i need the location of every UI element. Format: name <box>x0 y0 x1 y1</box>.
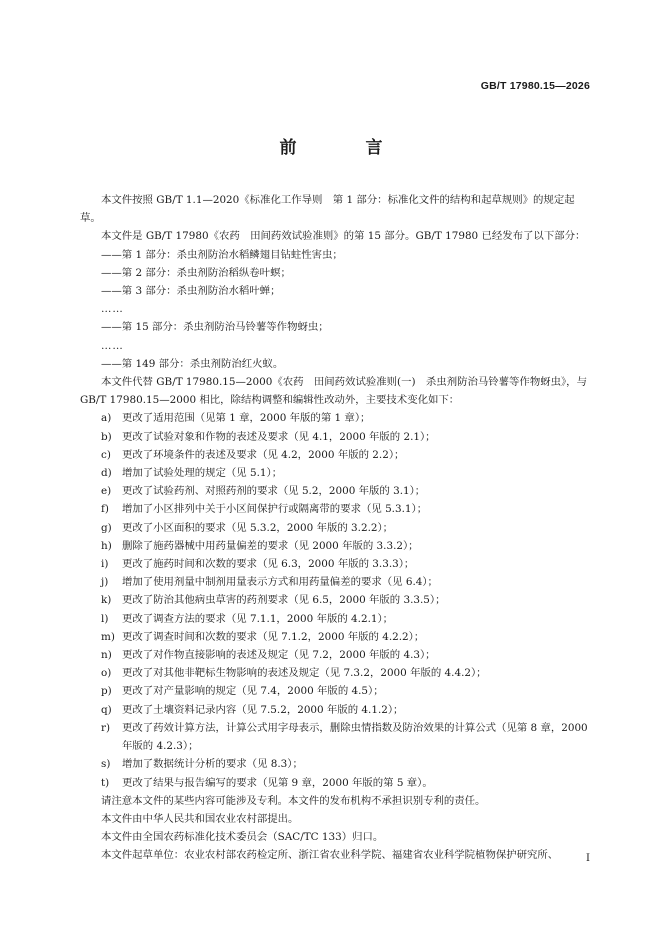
list-item-label: r) <box>101 721 111 734</box>
standard-code: GB/T 17980.15—2026 <box>480 80 590 92</box>
list-item-label: g) <box>101 521 112 534</box>
page-number: Ⅰ <box>586 853 590 864</box>
list-item-label: o) <box>101 667 112 680</box>
list-item <box>80 610 590 628</box>
list-item-text: 更改了对产量影响的规定（见 7.4，2000 年版的 4.5）； <box>122 685 384 698</box>
list-item-label: j) <box>101 576 109 589</box>
list-item: ——第 1 部分：杀虫剂防治水稻鳞翅目钻蛀性害虫； <box>101 248 343 261</box>
list-item <box>80 701 590 719</box>
list-item-text: 更改了防治其他病虫草害的药剂要求（见 6.5，2000 年版的 3.3.5）； <box>122 594 446 607</box>
list-item-text: 更改了结果与报告编写的要求（见第 9 章，2000 年版的第 5 章）。 <box>122 776 433 789</box>
changes-list <box>80 409 590 791</box>
list-item-text: 更改了调查时间和次数的要求（见 7.1.2，2000 年版的 4.2.2）； <box>122 630 425 643</box>
list-item-label: m) <box>101 630 115 643</box>
list-ellipsis: …… <box>101 339 124 352</box>
list-item-text: 更改了试验对象和作物的表述及要求（见 4.1，2000 年版的 2.1）； <box>122 430 436 443</box>
list-item-text: 更改了环境条件的表述及要求（见 4.2，2000 年版的 2.2）； <box>122 448 405 461</box>
list-item: ——第 149 部分：杀虫剂防治红火蚁。 <box>101 357 284 370</box>
list-item-text: 增加了小区排列中关于小区间保护行或隔离带的要求（见 5.3.1）； <box>122 503 428 516</box>
list-item-text: 增加了数据统计分析的要求（见 8.3）； <box>122 758 303 771</box>
list-item <box>80 682 590 700</box>
paragraph: 本文件是 GB/T 17980《农药 田间药效试验准则》的第 15 部分。GB/T 17980 已经发布了以下部分： <box>101 230 586 243</box>
page-title: 前 言 <box>279 138 409 158</box>
list-item-label: q) <box>101 703 112 716</box>
list-item <box>80 555 590 573</box>
list-item <box>80 628 590 646</box>
list-item <box>80 664 590 682</box>
list-item-text: 更改了土壤资料记录内容（见 7.5.2，2000 年版的 4.1.2）； <box>122 703 404 716</box>
list-item-text: 更改了对其他非靶标生物影响的表述及规定（见 7.3.2，2000 年版的 4.4.2）； <box>122 667 487 680</box>
list-item <box>80 500 590 518</box>
list-item-label: b) <box>101 430 112 443</box>
paragraph: 本文件代替 GB/T 17980.15—2000《农药 田间药效试验准则(一) 杀虫剂防治马铃薯等作物蚜虫》，与 GB/T 17980.15—2000 相比，除结构调整和编辑性改动外，主要技术变化如下： <box>80 376 587 407</box>
list-item: ——第 3 部分：杀虫剂防治水稻叶蝉； <box>101 285 281 298</box>
list-ellipsis: …… <box>101 303 124 316</box>
list-item-label: i) <box>101 558 109 571</box>
list-item-label: t) <box>101 776 110 789</box>
list-item-label: d) <box>101 467 112 480</box>
list-item <box>80 719 590 755</box>
list-item-label: s) <box>101 758 111 771</box>
list-item-text: 更改了施药时间和次数的要求（见 6.3，2000 年版的 3.3.3）； <box>122 558 415 571</box>
list-item-text: 更改了对作物直接影响的表述及规定（见 7.2，2000 年版的 4.3）； <box>122 649 436 662</box>
list-item: ——第 2 部分：杀虫剂防治稻纵卷叶螟； <box>101 266 291 279</box>
list-item: ——第 15 部分：杀虫剂防治马铃薯等作物蚜虫； <box>101 321 329 334</box>
document-body <box>80 191 590 865</box>
paragraph: 本文件由全国农药标准化技术委员会（SAC/TC 133）归口。 <box>101 831 384 844</box>
list-item-label: n) <box>101 649 112 662</box>
list-item <box>80 591 590 609</box>
list-item <box>80 428 590 446</box>
list-item-text: 增加了试验处理的规定（见 5.1）； <box>122 467 283 480</box>
list-item-label: h) <box>101 539 112 552</box>
list-item <box>80 519 590 537</box>
paragraph: 本文件起草单位：农业农村部农药检定所、浙江省农业科学院、福建省农业科学院植物保护研究所、 <box>101 849 559 862</box>
list-item-text: 删除了施药器械中用药量偏差的要求（见 2000 年版的 3.3.2）； <box>122 539 419 552</box>
list-item-label: l) <box>101 612 109 625</box>
list-item-text: 增加了使用剂量中制剂用量表示方式和用药量偏差的要求（见 6.4）； <box>122 576 438 589</box>
list-item <box>80 464 590 482</box>
list-item-text: 更改了调查方法的要求（见 7.1.1，2000 年版的 4.2.1）； <box>122 612 394 625</box>
list-item <box>80 446 590 464</box>
list-item-label: e) <box>101 485 112 498</box>
list-item <box>80 482 590 500</box>
list-item-label: p) <box>101 685 112 698</box>
list-item <box>80 573 590 591</box>
list-item-label: k) <box>101 594 112 607</box>
paragraph: 本文件由中华人民共和国农业农村部提出。 <box>101 812 299 825</box>
paragraph: 本文件按照 GB/T 1.1—2020《标准化工作导则 第 1 部分：标准化文件的结构和起草规则》的规定起草。 <box>80 194 575 225</box>
list-item-label: a) <box>101 412 112 425</box>
list-item <box>80 537 590 555</box>
list-item-text: 更改了适用范围（见第 1 章，2000 年版的第 1 章）； <box>122 412 371 425</box>
list-item <box>80 774 590 792</box>
list-item-text: 更改了试验药剂、对照药剂的要求（见 5.2，2000 年版的 3.1）； <box>122 485 426 498</box>
list-item-text: 更改了药效计算方法，计算公式用字母表示，删除虫情指数及防治效果的计算公式（见第 8 章，2000 年版的 4.2.3）； <box>122 721 588 753</box>
list-item <box>80 409 590 427</box>
list-item-label: f) <box>101 503 109 516</box>
parts-list <box>80 246 590 373</box>
paragraph: 请注意本文件的某些内容可能涉及专利。本文件的发布机构不承担识别专利的责任。 <box>101 794 486 807</box>
list-item <box>80 755 590 773</box>
list-item-label: c) <box>101 448 111 461</box>
list-item-text: 更改了小区面积的要求（见 5.3.2，2000 年版的 3.2.2）； <box>122 521 394 534</box>
list-item <box>80 646 590 664</box>
